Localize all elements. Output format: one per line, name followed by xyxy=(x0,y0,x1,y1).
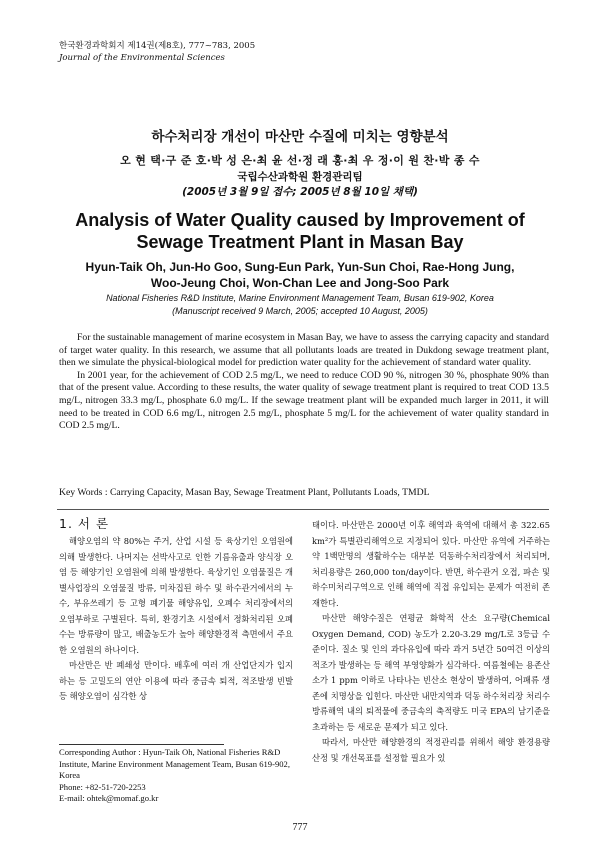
left-column-text xyxy=(59,534,293,705)
authors-english-line: Hyun-Taik Oh, Jun-Ho Goo, Sung-Eun Park, Yun-Sun Choi, Rae-Hong Jung, xyxy=(85,260,515,274)
corresponding-author-footnote xyxy=(59,744,293,805)
title-english-line: Analysis of Water Quality caused by Improvement of xyxy=(75,210,525,230)
abstract xyxy=(59,332,549,433)
body-paragraph: 마산만은 반 폐쇄성 만이다. 배후에 여러 개 산업단지가 입지하는 등 고밀도의 연안 이용에 따라 중금속 퇴적, 적조발생 빈발 등 해양오염이 심각한 상 xyxy=(59,660,293,701)
keywords: Key Words : Carrying Capacity, Masan Bay, Sewage Treatment Plant, Pollutants Loads, TMDL xyxy=(59,487,430,498)
section-title: 1. 서 론 xyxy=(59,516,110,531)
body-paragraph: 따라서, 마산만 해양환경의 적정관리를 위해서 해양 환경용량 산정 및 개선목표를 설정할 필요가 있 xyxy=(312,737,550,763)
section-divider xyxy=(57,509,549,510)
journal-header xyxy=(59,40,255,64)
body-paragraph: 마산만 해양수질은 연평균 화학적 산소 요구량(Chemical Oxygen Demand, COD) 농도가 2.20-3.29 mg/L로 3등급 수준이다. 질소 및 인의 과다유입에 따라 과거 5년간 50여건 이상의 적조가 발생하는 등 해역 부영양화가 심각하다. 여름철에는 용존산소가 1 ppm 이하로 나타나는 빈산소 현상이 발생하여, 어패류 생존에 치명상을 입힌다. 마산만 내만지역과 덕동 하수처리장 처리수 방류해역 내의 퇴적물에 중금속의 축적량도 미국 EPA의 남기준을 초과하는 등 새로운 문제가 되고 있다. xyxy=(312,613,550,732)
affiliation-english xyxy=(0,292,600,318)
journal-name: Journal of the Environmental Sciences xyxy=(59,53,225,63)
institution-korean: 국립수산과학원 환경관리팀 xyxy=(237,171,363,183)
manuscript-dates: (Manuscript received 9 March, 2005; accepted 10 August, 2005) xyxy=(172,306,428,316)
authors-english-line: Woo-Jeung Choi, Won-Chan Lee and Jong-Soo Park xyxy=(150,276,450,290)
journal-citation: 한국환경과학회지 제14권(제8호), 777~783, 2005 xyxy=(59,41,256,51)
right-column-text xyxy=(312,518,550,766)
footnote-rule xyxy=(59,744,224,745)
title-english xyxy=(0,209,600,253)
left-column xyxy=(59,514,293,705)
page-number: 777 xyxy=(292,822,308,833)
abstract-paragraph: In 2001 year, for the achievement of COD 2.5 mg/L, we need to reduce COD 90 %, nitrogen 30 %, phosphate 90% than that of the present value. According to these results, the water quality of sewage treatment plant is required to treat COD 13.5 mg/L, nitrogen 33.3 mg/L, phosphate 6.0 mg/L. If the sewage treatment plant will be expanded much larger in 2011, it will need to be treated in COD 6.6 mg/L, nitrogen 2.5 mg/L, phosphate 5 mg/L for the achievement of water quality standard in COD 2.5 mg/L. xyxy=(59,369,549,432)
abstract-paragraph: For the sustainable management of marine ecosystem in Masan Bay, we have to assess the carrying capacity and standard of target water quality. In this research, we assume that all pollutants loads are treated in Dukdong sewage treatment plant, then we simulate the physical-biological model for prediction water quality for the achievement of standard water quality. xyxy=(59,332,549,369)
title-korean: 하수처리장 개선이 마산만 수질에 미치는 영향분석 xyxy=(151,129,449,145)
body-paragraph: 해양오염의 약 80%는 주거, 산업 시설 등 육상기인 오염원에 의해 발생한다. 나머지는 선박사고로 인한 기름유출과 양식장 오염 등 해양기인 오염원에 의해 발생한다. 육상기인 오염물질은 개별사업장의 오염물질 방류, 미차집된 하수 및 하수관거에서의 누수, 부유쓰레기 등 고형 폐기물 해양유입, 오폐수 처리장에서의 오염부하로 구별된다. 특히, 환경기초 시설에서 정화처리된 오폐수는 방류량이 많고, 배출농도가 높아 해양환경적 측면에서 주요한 오염원의 하나이다. xyxy=(59,536,293,655)
authors-korean: 오 현 택·구 준 호·박 성 은·최 윤 선·정 래 홍·최 우 정·이 원 찬·박 종 수 xyxy=(120,154,480,167)
footnote-author: Corresponding Author : Hyun-Taik Oh, National Fisheries R&D Institute, Marine Environment Management Team, Busan 619-902, Korea xyxy=(59,747,290,780)
footnote-phone: Phone: +82-51-720-2253 xyxy=(59,781,146,792)
affiliation-line: National Fisheries R&D Institute, Marine Environment Management Team, Busan 619-902, Korea xyxy=(106,293,494,303)
body-paragraph: 태이다. 마산만은 2000년 이후 해역과 육역에 대해서 총 322.65 km²가 특별관리해역으로 지정되어 있다. 마산만 유역에 거주하는 약 1백만명의 생활하수는 대부분 덕동하수처리장에서 처리되며, 처리용량은 260,000 ton/day이다. 반면, 하수관거 오접, 파손 및 하수미처리구역으로 인해 해역에 직접 유입되는 문제가 여전히 존재한다. xyxy=(312,520,550,608)
right-column xyxy=(312,518,550,766)
title-english-line: Sewage Treatment Plant in Masan Bay xyxy=(136,232,464,252)
dates-korean: (2005년 3월 9일 접수; 2005년 8월 10일 채택) xyxy=(182,186,418,198)
footnote-email: E-mail: ohtek@momaf.go.kr xyxy=(59,793,159,803)
authors-english xyxy=(0,259,600,291)
